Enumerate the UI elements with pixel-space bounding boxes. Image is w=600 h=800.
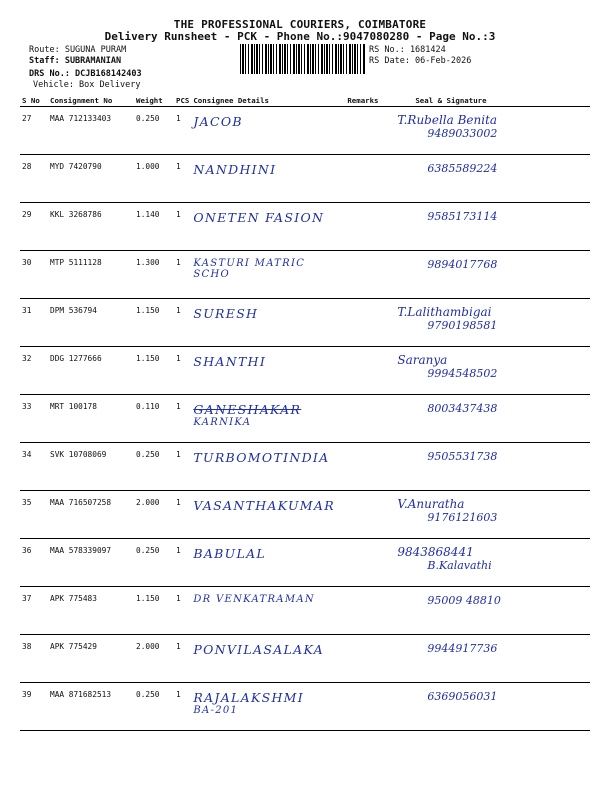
signature-line2: 9585173114 <box>427 210 498 223</box>
barcode-image <box>240 44 366 74</box>
signature-cell <box>395 107 590 155</box>
signature-line2: 9894017768 <box>427 258 498 271</box>
consignee-cell <box>191 203 345 251</box>
signature-cell <box>395 395 590 443</box>
signature-cell <box>395 635 590 683</box>
sno-cell: 30 <box>20 251 48 299</box>
consignment-cell: MAA 871682513 <box>48 683 134 731</box>
sno-cell: 28 <box>20 155 48 203</box>
sno-cell: 29 <box>20 203 48 251</box>
consignee-name: SHANTHI <box>193 354 267 369</box>
consignee-name: VASANTHAKUMAR <box>193 498 335 513</box>
consignee-cell <box>191 107 345 155</box>
consignment-cell: SVK 10708069 <box>48 443 134 491</box>
consignment-cell: DPM 536794 <box>48 299 134 347</box>
weight-cell: 1.150 <box>134 347 174 395</box>
col-weight: Weight <box>134 94 174 107</box>
rs-number: RS No.: 1681424 <box>369 45 446 55</box>
pcs-cell: 1 <box>174 347 191 395</box>
signature-line2: 95009 48810 <box>427 594 501 607</box>
signature-cell <box>395 251 590 299</box>
consignee-name: JACOB <box>193 114 243 129</box>
rs-info <box>369 45 471 67</box>
remarks-cell <box>345 155 395 203</box>
pcs-cell: 1 <box>174 443 191 491</box>
consignment-cell: MAA 716507258 <box>48 491 134 539</box>
runsheet-table <box>20 94 590 731</box>
consignee-name: SURESH <box>193 306 259 321</box>
signature-line1: V.Anuratha <box>397 497 465 511</box>
runsheet-subtitle: Delivery Runsheet - PCK - Phone No.:9047080280 - Page No.:3 <box>104 30 496 43</box>
consignment-cell: DDG 1277666 <box>48 347 134 395</box>
pcs-cell: 1 <box>174 155 191 203</box>
consignee-name-line2: BA-201 <box>193 705 239 716</box>
consignee-cell <box>191 299 345 347</box>
table-row <box>20 683 590 731</box>
weight-cell: 1.140 <box>134 203 174 251</box>
consignment-cell: MRT 100178 <box>48 395 134 443</box>
col-sno: S No <box>20 94 48 107</box>
weight-cell: 0.250 <box>134 107 174 155</box>
signature-line1: T.Rubella Benita <box>397 113 498 127</box>
pcs-cell: 1 <box>174 203 191 251</box>
signature-cell <box>395 491 590 539</box>
pcs-cell: 1 <box>174 683 191 731</box>
table-row <box>20 635 590 683</box>
signature-cell <box>395 299 590 347</box>
consignment-cell: MTP 5111128 <box>48 251 134 299</box>
table-row <box>20 107 590 155</box>
route-label: Route: SUGUNA PURAM <box>29 45 127 55</box>
table-row <box>20 395 590 443</box>
col-consignee: Consignee Details <box>191 94 345 107</box>
weight-cell: 2.000 <box>134 491 174 539</box>
remarks-cell <box>345 683 395 731</box>
signature-cell <box>395 155 590 203</box>
signature-line2: 9790198581 <box>427 319 498 332</box>
remarks-cell <box>345 251 395 299</box>
signature-line2: 9505531738 <box>427 450 498 463</box>
staff-label: Staff: SUBRAMANIAN <box>29 56 122 66</box>
signature-cell <box>395 683 590 731</box>
sno-cell: 27 <box>20 107 48 155</box>
pcs-cell: 1 <box>174 251 191 299</box>
pcs-cell: 1 <box>174 539 191 587</box>
remarks-cell <box>345 107 395 155</box>
remarks-cell <box>345 587 395 635</box>
signature-line2: 8003437438 <box>427 402 498 415</box>
remarks-cell <box>345 539 395 587</box>
consignee-cell <box>191 587 345 635</box>
weight-cell: 1.300 <box>134 251 174 299</box>
vehicle-label: Vehicle: Box Delivery <box>33 80 141 90</box>
table-row <box>20 299 590 347</box>
signature-cell <box>395 587 590 635</box>
remarks-cell <box>345 443 395 491</box>
col-signature: Seal & Signature <box>395 94 590 107</box>
signature-line2: 9994548502 <box>427 367 498 380</box>
remarks-cell <box>345 635 395 683</box>
remarks-cell <box>345 347 395 395</box>
consignee-name: NANDHINI <box>193 162 277 177</box>
signature-line2: B.Kalavathi <box>427 559 492 572</box>
consignee-name: RAJALAKSHMI <box>193 690 305 705</box>
pcs-cell: 1 <box>174 491 191 539</box>
sno-cell: 39 <box>20 683 48 731</box>
pcs-cell: 1 <box>174 107 191 155</box>
col-pcs: PCS <box>176 95 190 105</box>
pcs-cell: 1 <box>174 635 191 683</box>
pcs-cell: 1 <box>174 587 191 635</box>
consignee-name-line2: KARNIKA <box>193 417 252 428</box>
signature-line2: 6369056031 <box>427 690 498 703</box>
sno-cell: 31 <box>20 299 48 347</box>
weight-cell: 2.000 <box>134 635 174 683</box>
table-row <box>20 347 590 395</box>
remarks-cell <box>345 203 395 251</box>
table-row <box>20 539 590 587</box>
remarks-cell <box>345 299 395 347</box>
signature-line1: T.Lalithambigai <box>397 305 492 319</box>
table-row <box>20 491 590 539</box>
weight-cell: 0.110 <box>134 395 174 443</box>
pcs-cell: 1 <box>174 299 191 347</box>
col-consignment: Consignment No <box>48 94 134 107</box>
signature-line2: 9944917736 <box>427 642 498 655</box>
weight-cell: 0.250 <box>134 683 174 731</box>
consignee-cell <box>191 347 345 395</box>
consignee-name: KASTURI MATRIC <box>193 258 306 269</box>
company-title: THE PROFESSIONAL COURIERS, COIMBATORE <box>173 18 427 31</box>
weight-cell: 1.150 <box>134 299 174 347</box>
signature-cell <box>395 203 590 251</box>
consignee-cell <box>191 491 345 539</box>
table-row <box>20 155 590 203</box>
consignee-cell <box>191 683 345 731</box>
weight-cell: 0.250 <box>134 539 174 587</box>
col-remarks: Remarks <box>345 94 395 107</box>
table-row <box>20 203 590 251</box>
consignee-name: BABULAL <box>193 546 267 561</box>
consignee-name: GANESHAKAR <box>193 402 302 417</box>
drs-label: DRS No.: DCJB168142403 <box>29 69 142 79</box>
meta-left <box>29 45 126 67</box>
table-header-row <box>20 94 590 107</box>
consignee-name: PONVILASALAKA <box>193 642 324 657</box>
weight-cell: 0.250 <box>134 443 174 491</box>
consignment-cell: APK 775483 <box>48 587 134 635</box>
signature-line2: 6385589224 <box>427 162 498 175</box>
signature-line2: 9489033002 <box>427 127 498 140</box>
sno-cell: 33 <box>20 395 48 443</box>
consignee-cell <box>191 635 345 683</box>
consignee-name: TURBOMOTINDIA <box>193 450 330 465</box>
sno-cell: 32 <box>20 347 48 395</box>
table-row <box>20 251 590 299</box>
consignee-name: ONETEN FASION <box>193 210 325 225</box>
pcs-cell: 1 <box>174 395 191 443</box>
consignment-cell: MAA 712133403 <box>48 107 134 155</box>
consignment-cell: MYD 7420790 <box>48 155 134 203</box>
consignee-cell <box>191 155 345 203</box>
sno-cell: 36 <box>20 539 48 587</box>
consignee-cell <box>191 539 345 587</box>
rs-date: RS Date: 06-Feb-2026 <box>369 56 472 66</box>
sno-cell: 37 <box>20 587 48 635</box>
remarks-cell <box>345 395 395 443</box>
consignee-cell <box>191 395 345 443</box>
signature-line1: 9843868441 <box>397 545 474 559</box>
remarks-cell <box>345 491 395 539</box>
consignment-cell: MAA 578339097 <box>48 539 134 587</box>
consignee-name-line2: SCHO <box>193 269 230 280</box>
consignee-name: DR VENKATRAMAN <box>193 594 315 605</box>
consignment-cell: KKL 3268786 <box>48 203 134 251</box>
signature-cell <box>395 443 590 491</box>
weight-cell: 1.000 <box>134 155 174 203</box>
sno-cell: 38 <box>20 635 48 683</box>
weight-cell: 1.150 <box>134 587 174 635</box>
table-row <box>20 587 590 635</box>
consignee-cell <box>191 251 345 299</box>
table-row <box>20 443 590 491</box>
signature-cell <box>395 539 590 587</box>
signature-cell <box>395 347 590 395</box>
sno-cell: 34 <box>20 443 48 491</box>
consignment-cell: APK 775429 <box>48 635 134 683</box>
sno-cell: 35 <box>20 491 48 539</box>
signature-line2: 9176121603 <box>427 511 498 524</box>
signature-line1: Saranya <box>397 353 448 367</box>
consignee-cell <box>191 443 345 491</box>
